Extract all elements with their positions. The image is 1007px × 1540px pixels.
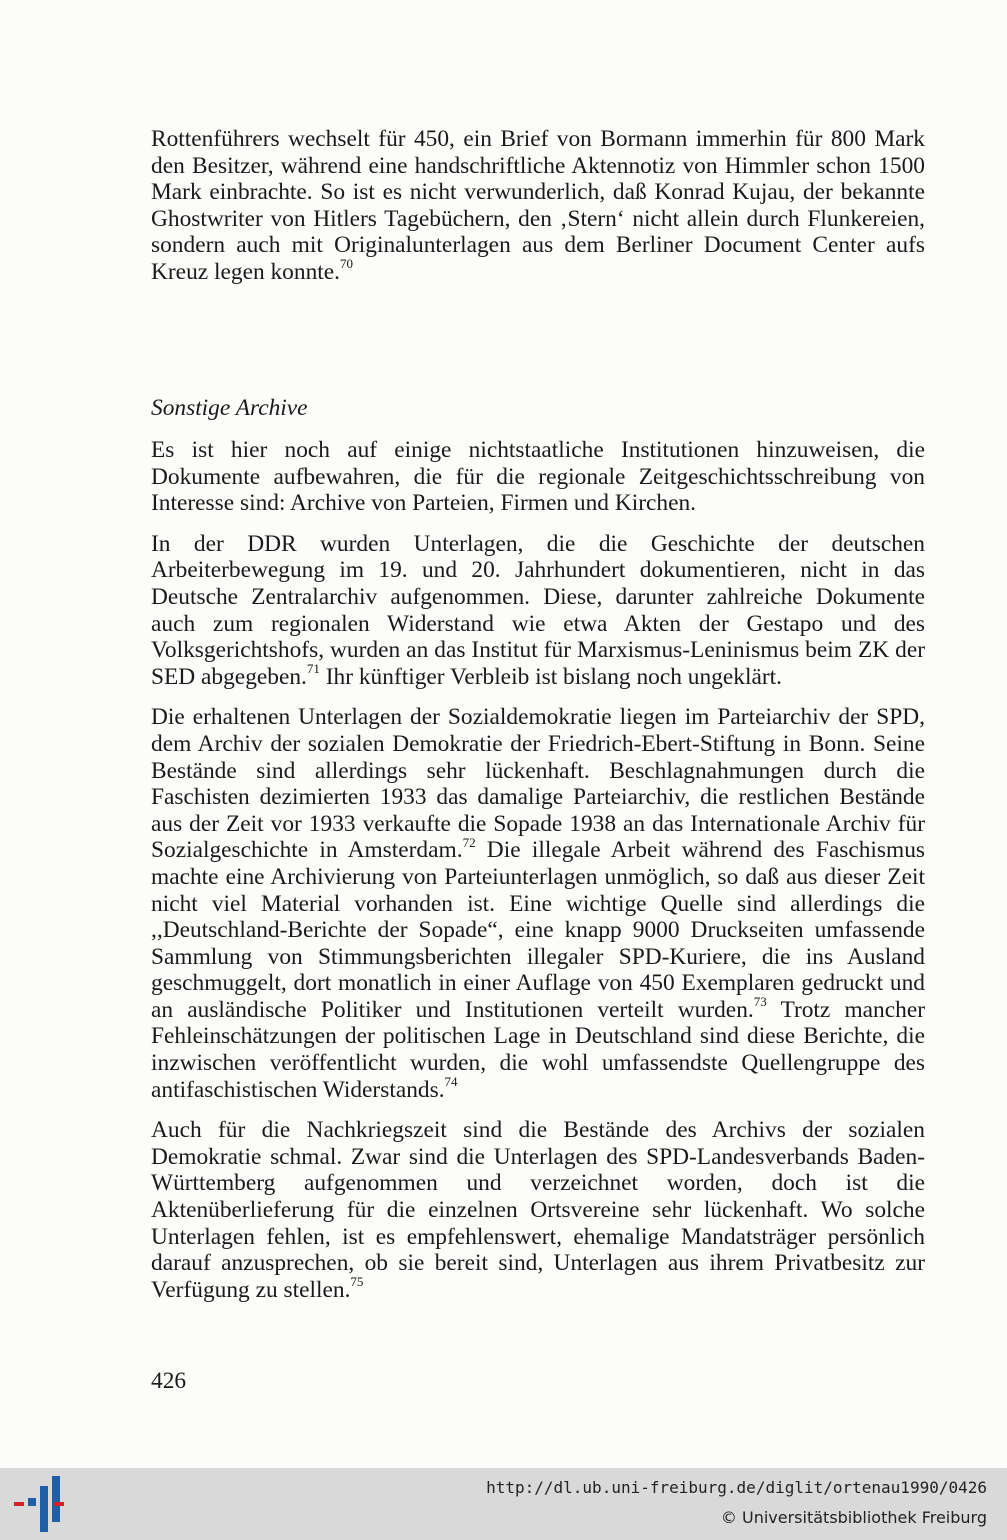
library-logo-icon xyxy=(14,1476,64,1532)
footnote-ref-70: 70 xyxy=(340,256,353,272)
footnote-ref-72: 72 xyxy=(462,834,476,850)
paragraph-3-text-a: Die erhaltenen Unterlagen der Sozialdemokratie liegen im Parteiarchiv der SPD, dem Archiv der sozialen Demokratie der Friedrich-Ebert-Stiftung in Bonn. Seine Bestände sind allerdings sehr lückenhaft. Beschlagnahmungen durch die Faschisten dezimierten 1933 das damalige Parteiarchiv, die restlichen Bestände aus der Zeit vor 1933 verkaufte die Sopade 1938 an das Internationale Archiv für Sozialgeschichte in Amsterdam. xyxy=(151,704,925,864)
paragraph-2-text-b: Ihr künftiger Verbleib ist bislang noch ungeklärt. xyxy=(319,663,782,690)
footer-bar xyxy=(0,1468,1007,1540)
paragraph-2 xyxy=(151,531,925,691)
body-text xyxy=(151,437,925,1303)
paragraph-1: Es ist hier noch auf einige nichtstaatliche Institutionen hinzuweisen, die Dokumente aufbewahren, die für die regionale Zeitgeschichtsschreibung von Interesse sind: Archive von Parteien, Firmen und Kirchen. xyxy=(151,437,925,517)
source-url-link[interactable]: http://dl.ub.uni-freiburg.de/diglit/ortenau1990/0426 xyxy=(486,1478,987,1497)
paragraph-3-text-b: Die illegale Arbeit während des Faschismus machte eine Archivierung von Parteiunterlagen unmöglich, so daß aus dieser Zeit nicht viel Material vorhanden ist. Eine wichtige Quelle sind allerdings die ,,Deutschland-Berichte der Sopade“, eine knapp 9000 Druckseiten umfassende Sammlung von Stimmungsberichten illegaler SPD-Kuriere, die ins Ausland geschmuggelt, dort monatlich in einer Auflage von 450 Exemplaren gedruckt und an ausländische Politiker und Institutionen verteilt wurden. xyxy=(151,837,925,1023)
intro-paragraph xyxy=(151,126,925,286)
page-number: 426 xyxy=(151,1368,187,1394)
paragraph-3 xyxy=(151,704,925,1103)
section-heading: Sonstige Archive xyxy=(151,395,308,421)
paragraph-4 xyxy=(151,1117,925,1303)
footnote-ref-74: 74 xyxy=(444,1073,458,1089)
paragraph-4-text-a: Auch für die Nachkriegszeit sind die Bestände des Archivs der sozialen Demokratie schmal. Zwar sind die Unterlagen des SPD-Landesverbands Baden-Württemberg aufgenommen und verzeichnet worden, doch ist die Aktenüberlieferung für die einzelnen Ortsvereine sehr lückenhaft. Wo solche Unterlagen fehlen, ist es empfehlenswert, ehemalige Mandatsträger persönlich darauf anzusprechen, ob sie bereit sind, Unterlagen aus ihrem Privatbesitz zur Verfügung zu stellen. xyxy=(151,1117,925,1303)
footnote-ref-75: 75 xyxy=(350,1274,364,1290)
intro-text: Rottenführers wechselt für 450, ein Brief von Bormann immerhin für 800 Mark den Besitzer, während eine handschriftliche Aktennotiz von Himmler schon 1500 Mark einbrachte. So ist es nicht verwunderlich, daß Konrad Kujau, der bekannte Ghostwriter von Hitlers Tagebüchern, den ‚Stern‘ nicht allein durch Flunkereien, sondern auch mit Originalunterlagen aus dem Berliner Document Center aufs Kreuz legen konnte. xyxy=(151,126,925,285)
copyright-notice: © Universitätsbibliothek Freiburg xyxy=(720,1508,987,1527)
footnote-ref-71: 71 xyxy=(306,660,320,676)
footnote-ref-73: 73 xyxy=(753,994,767,1010)
paragraph-3-text-c: Trotz mancher Fehleinschätzungen der politischen Lage in Deutschland sind diese Berichte, die inzwischen veröffentlicht wurden, die wohl umfassendste Quellengruppe des antifaschistischen Widerstands. xyxy=(151,996,925,1103)
paragraph-2-text-a: In der DDR wurden Unterlagen, die die Geschichte der deutschen Arbeiterbewegung im 19. und 20. Jahrhundert dokumentieren, nicht in das Deutsche Zentralarchiv aufgenommen. Diese, darunter zahlreiche Dokumente auch zum regionalen Widerstand wie etwa Akten der Gestapo und des Volksgerichtshofs, wurden an das Institut für Marxismus-Leninismus beim ZK der SED abgegeben. xyxy=(151,530,925,690)
